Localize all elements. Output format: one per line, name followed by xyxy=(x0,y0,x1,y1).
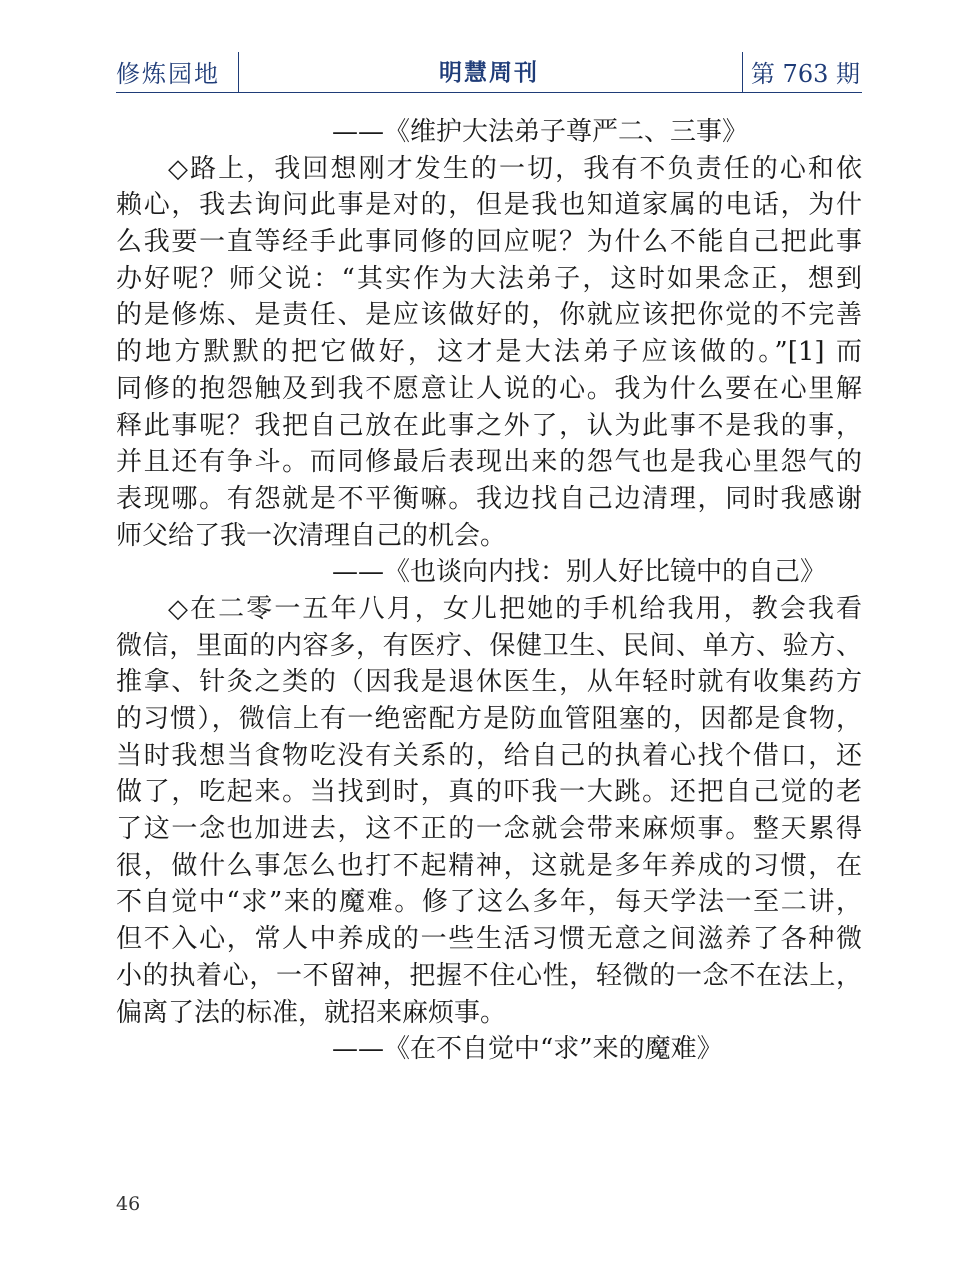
section-title: 修炼园地 xyxy=(116,60,220,88)
magazine-title: 明慧周刊 xyxy=(439,59,539,86)
page-header xyxy=(116,52,862,93)
article-body xyxy=(116,114,862,1068)
text-line: 的地方默默的把它做好，这才是大法弟子应该做的。”[1] 而 xyxy=(116,337,862,368)
text-line: 同修的抱怨触及到我不愿意让人说的心。我为什么要在心里解 xyxy=(116,373,862,404)
text-line: 当时我想当食物吃没有关系的，给自己的执着心找个借口，还 xyxy=(116,740,862,771)
issue-number: 第 763 期 xyxy=(750,60,860,88)
text-line: 偏离了法的标准，就招来麻烦事。 xyxy=(116,997,507,1028)
text-line: 微信，里面的内容多，有医疗、保健卫生、民间、单方、验方、 xyxy=(116,630,862,661)
text-line: 办好呢？师父说：“其实作为大法弟子，这时如果念正，想到 xyxy=(116,263,862,294)
text-line: ◇在二零一五年八月，女儿把她的手机给我用，教会我看 xyxy=(168,593,862,624)
text-line: 但不入心，常人中养成的一些生活习惯无意之间滋养了各种微 xyxy=(116,924,862,955)
source-citation: ——《也谈向内找：别人好比镜中的自己》 xyxy=(332,557,827,588)
text-line: 小的执着心，一不留神，把握不住心性，轻微的一念不在法上， xyxy=(116,960,862,991)
header-divider-right xyxy=(742,52,743,92)
text-line: 表现哪。有怨就是不平衡嘛。我边找自己边清理，同时我感谢 xyxy=(116,483,862,514)
text-line: 的习惯），微信上有一绝密配方是防血管阻塞的，因都是食物， xyxy=(116,704,862,734)
text-line: 了这一念也加进去，这不正的一念就会带来麻烦事。整天累得 xyxy=(116,814,862,845)
text-line: 做了，吃起来。当找到时，真的吓我一大跳。还把自己觉的老 xyxy=(116,777,862,808)
text-line: 不自觉中“求”来的魔难。修了这么多年，每天学法一至二讲， xyxy=(116,887,862,918)
page-number: 46 xyxy=(116,1193,141,1215)
text-line: 的是修炼、是责任、是应该做好的，你就应该把你觉的不完善 xyxy=(116,300,862,331)
text-line: 么我要一直等经手此事同修的回应呢？为什么不能自己把此事 xyxy=(116,227,862,258)
text-line: 师父给了我一次清理自己的机会。 xyxy=(116,520,507,551)
source-citation: ——《在不自觉中“求”来的魔难》 xyxy=(332,1034,723,1065)
text-line: 推拿、针灸之类的（因我是退休医生，从年轻时就有收集药方 xyxy=(116,667,862,698)
text-line: 赖心，我去询问此事是对的，但是我也知道家属的电话，为什 xyxy=(116,190,862,221)
source-citation: ——《维护大法弟子尊严二、三事》 xyxy=(332,117,749,147)
text-line: ◇路上，我回想刚才发生的一切，我有不负责任的心和依 xyxy=(168,153,862,184)
text-line: 释此事呢？我把自己放在此事之外了，认为此事不是我的事， xyxy=(116,410,862,441)
text-line: 并且还有争斗。而同修最后表现出来的怨气也是我心里怨气的 xyxy=(116,447,862,478)
text-line: 很，做什么事怎么也打不起精神，这就是多年养成的习惯，在 xyxy=(116,850,862,881)
